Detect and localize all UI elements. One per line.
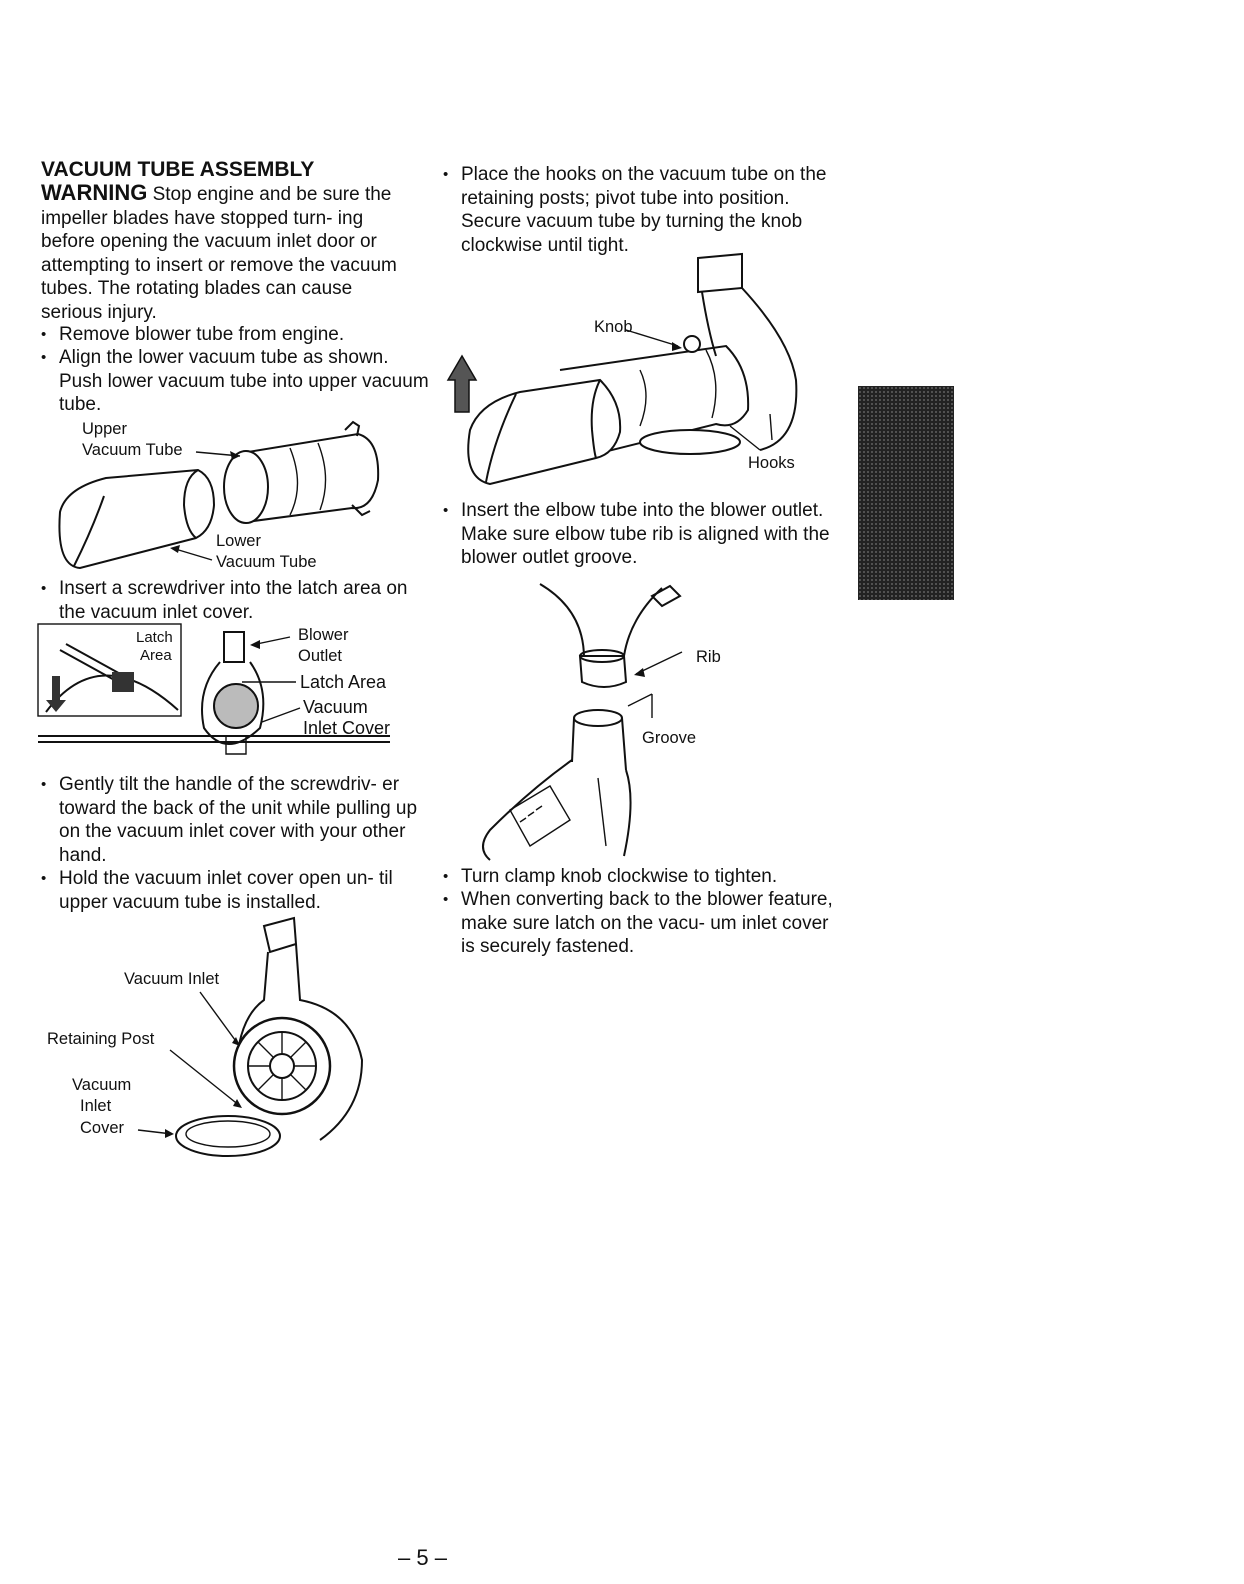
bullet-insert-elbow: • Insert the elbow tube into the blower outlet. Make sure elbow tube rib is aligned with the blower outlet groove. [443, 499, 836, 570]
label-vacuum-inlet: Vacuum Inlet [124, 970, 220, 988]
label-groove: Groove [642, 729, 697, 747]
label-inlet: Inlet [80, 1097, 112, 1115]
label-inlet-cover: Inlet Cover [303, 718, 391, 738]
bullet-converting-back: • When converting back to the blower feature, make sure latch on the vacu- um inlet cover is securely fastened. [443, 888, 836, 959]
page-number: – 5 – [398, 1545, 447, 1570]
bullet-remove-blower: • Remove blower tube from engine. [41, 323, 429, 347]
warning-label: WARNING [41, 180, 148, 205]
bullet-insert-screwdriver: • Insert a screwdriver into the latch area on the vacuum inlet cover. [41, 577, 429, 624]
label-latch: Latch [136, 629, 173, 646]
section-title: VACUUM TUBE ASSEMBLY [41, 158, 315, 181]
bullet-tilt-handle: • Gently tilt the handle of the screwdriv- er toward the back of the unit while pulling up on the vacuum inlet cover with your other hand. [41, 773, 431, 867]
bullet-hold-cover: • Hold the vacuum inlet cover open un- til upper vacuum tube is installed. [41, 867, 431, 914]
label-area: Area [140, 647, 172, 664]
label-knob: Knob [594, 318, 633, 336]
label-hooks: Hooks [748, 454, 795, 472]
label-cover: Cover [80, 1119, 125, 1137]
section-tab-marker [858, 386, 954, 600]
label-retaining-post: Retaining Post [47, 1030, 155, 1048]
label-rib: Rib [696, 648, 721, 666]
label-blower: Blower [298, 626, 349, 644]
label-lower-vacuum-tube: Vacuum Tube [216, 553, 317, 571]
label-lower: Lower [216, 532, 261, 550]
label-vacuum: Vacuum [303, 697, 368, 717]
bullet-turn-clamp: • Turn clamp knob clockwise to tighten. [443, 865, 841, 889]
bullet-align-tube: • Align the lower vacuum tube as shown. Push lower vacuum tube into upper vacuum tube. [41, 346, 429, 417]
bullet-place-hooks: • Place the hooks on the vacuum tube on the retaining posts; pivot tube into position. Secure vacuum tube by turning the knob clockwise until tight. [443, 163, 836, 257]
label-vacuum: Vacuum [72, 1076, 132, 1094]
label-latch-area: Latch Area [300, 672, 387, 692]
label-outlet: Outlet [298, 647, 343, 665]
label-upper: Upper [82, 420, 127, 438]
label-upper-vacuum-tube: Vacuum Tube [82, 441, 183, 459]
warning-text: Stop engine and be sure the impeller blades have stopped turn- ing before opening the vacuum inlet door or attempting to insert or remove the vacuum tubes. The rotating blades can cause serious injury. [41, 184, 397, 323]
